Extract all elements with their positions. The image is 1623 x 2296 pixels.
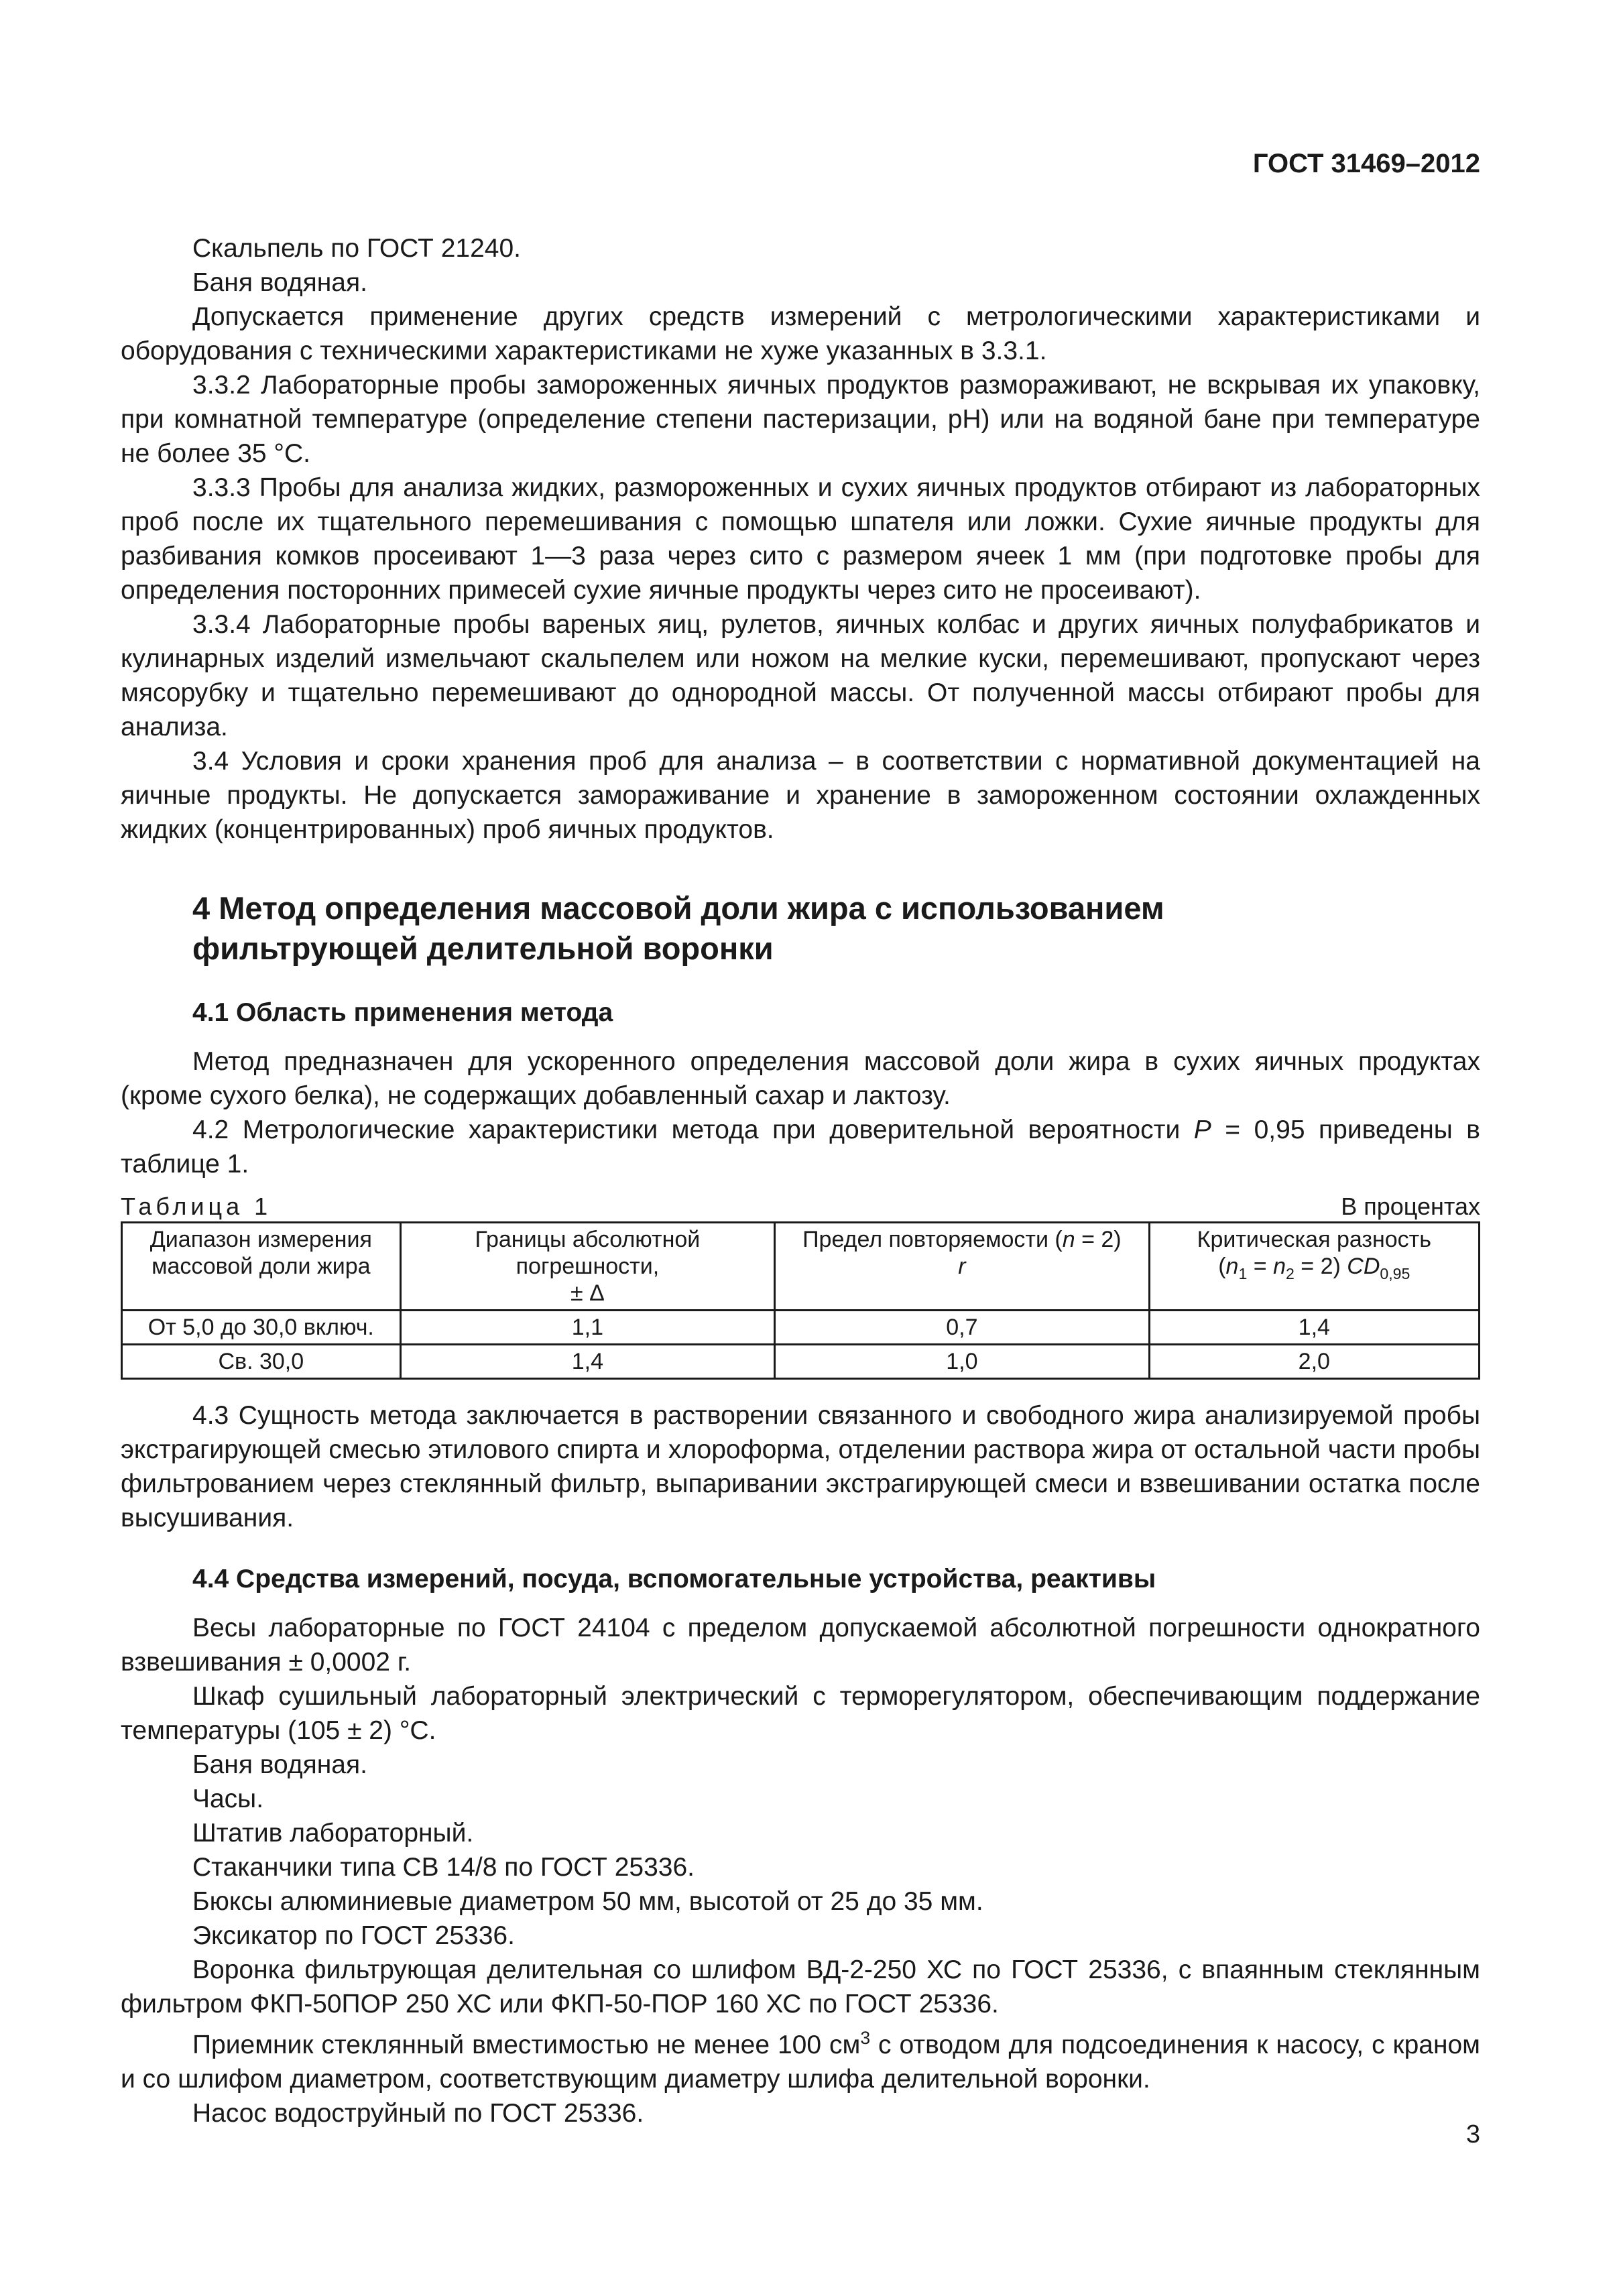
standard-header: ГОСТ 31469–2012 <box>1252 149 1480 178</box>
variable-p: P <box>1193 1115 1211 1144</box>
table-cell: От 5,0 до 30,0 включ. <box>122 1311 401 1345</box>
equipment-item: Штатив лабораторный. <box>192 1819 474 1848</box>
paragraph: 3.3.3 Пробы для анализа жидких, размороженных и сухих яичных продуктов отбирают из лабораторных проб после их тщательного перемешивания с помощью шпателя или ложки. Сухие яичные продукты для разбивания комков просеивают 1—3 раза через сито с размером ячеек 1 мм (при подготовке пробы для определения посторонних примесей сухие яичные продукты через сито не просеивают). <box>121 473 1480 605</box>
table-cell: 2,0 <box>1149 1345 1479 1379</box>
subsection-4-1-title: 4.1 Область применения метода <box>192 998 613 1027</box>
table-cell: 1,0 <box>775 1345 1149 1379</box>
table-units: В процентах <box>1341 1193 1480 1220</box>
header-cell-error: Границы абсолютной погрешности, ± Δ <box>400 1223 774 1311</box>
table-header-row <box>122 1223 1480 1311</box>
paragraph: Допускается применение других средств измерений с метрологическими характеристиками и оборудования с техническими характеристиками не хуже указанных в 3.3.1. <box>121 302 1480 365</box>
equipment-item: Часы. <box>192 1785 264 1813</box>
paragraph: 3.3.4 Лабораторные пробы вареных яиц, рулетов, яичных колбас и других яичных полуфабрикатов и кулинарных изделий измельчают скальпелем или ножом на мелкие куски, перемешивают, пропускают через мясорубку и тщательно перемешивают до однородной массы. От полученной массы отбирают пробы для анализа. <box>121 610 1480 741</box>
header-cell-range: Диапазон измерения массовой доли жира <box>122 1223 401 1311</box>
text-span: 4.2 Метрологические характеристики метода при доверительной вероятности <box>192 1115 1194 1144</box>
equipment-item: Насос водоструйный по ГОСТ 25336. <box>192 2099 644 2128</box>
paragraph-4-2 <box>121 1113 1480 1181</box>
table-row <box>122 1311 1480 1345</box>
section-title-line: фильтрующей делительной воронки <box>192 930 774 966</box>
paragraph: 3.3.2 Лабораторные пробы замороженных яичных продуктов размораживают, не вскрывая их упаковку, при комнатной температуре (определение степени пастеризации, pH) или на водяной бане при температуре не более 35 °С. <box>121 371 1480 468</box>
superscript: 3 <box>860 2028 871 2048</box>
paragraph: Скальпель по ГОСТ 21240. <box>192 234 521 263</box>
body-text <box>121 231 1480 2130</box>
paragraph: 3.4 Условия и сроки хранения проб для анализа – в соответствии с нормативной документацией на яичные продукты. Не допускается замораживание и хранение в замороженном состоянии охлажденных жидких (концентрированных) проб яичных продуктов. <box>121 747 1480 844</box>
header-cell-critical-diff: Критическая разность $(n_1 = n_2 = 2)$ $CD_{0,95}$ <box>1149 1223 1479 1311</box>
paragraph: Баня водяная. <box>192 268 367 297</box>
table-1 <box>121 1221 1480 1380</box>
text-span: с отводом для подсоединения к насосу, с краном и со шлифом диаметром, соответствующим диаметру шлифа делительной воронки. <box>121 2031 1480 2094</box>
page-number: 3 <box>1465 2120 1480 2149</box>
equipment-item: Весы лабораторные по ГОСТ 24104 с пределом допускаемой абсолютной погрешности однократного взвешивания ± 0,0002 г. <box>121 1614 1480 1677</box>
section-title-line: 4 Метод определения массовой доли жира с использованием <box>192 890 1164 926</box>
section-4-title <box>121 888 1480 969</box>
equipment-item: Шкаф сушильный лабораторный электрический с терморегулятором, обеспечивающим поддержание температуры (105 ± 2) °С. <box>121 1682 1480 1745</box>
equipment-item: Баня водяная. <box>192 1750 367 1779</box>
equipment-item: Воронка фильтрующая делительная со шлифом ВД-2-250 ХС по ГОСТ 25336, с впаянным стеклянным фильтром ФКП-50ПОР 250 ХС или ФКП-50-ПОР 160 ХС по ГОСТ 25336. <box>121 1955 1480 2018</box>
table-caption <box>121 1192 1480 1221</box>
table-title: Таблица 1 <box>121 1193 272 1220</box>
text-span: = 0,95 приведены в таблице 1. <box>121 1115 1481 1179</box>
table-cell: 1,4 <box>400 1345 774 1379</box>
text-span: Приемник стеклянный вместимостью не менее 100 см <box>192 2031 861 2059</box>
table-cell: 1,4 <box>1149 1311 1479 1345</box>
table-cell: 1,1 <box>400 1311 774 1345</box>
equipment-item: Эксикатор по ГОСТ 25336. <box>192 1921 515 1950</box>
table-cell: 0,7 <box>775 1311 1149 1345</box>
table-row <box>122 1345 1480 1379</box>
paragraph: Метод предназначен для ускоренного определения массовой доли жира в сухих яичных продуктах (кроме сухого белка), не содержащих добавленный сахар и лактозу. <box>121 1047 1480 1110</box>
subsection-4-4-title: 4.4 Средства измерений, посуда, вспомогательные устройства, реактивы <box>192 1565 1156 1593</box>
header-cell-repeatability: Предел повторяемости (n = 2) r <box>775 1223 1149 1311</box>
equipment-item: Бюксы алюминиевые диаметром 50 мм, высотой от 25 до 35 мм. <box>192 1887 983 1916</box>
table-cell: Св. 30,0 <box>122 1345 401 1379</box>
equipment-item: Стаканчики типа СВ 14/8 по ГОСТ 25336. <box>192 1853 695 1882</box>
equipment-item <box>121 2021 1480 2096</box>
paragraph: 4.3 Сущность метода заключается в растворении связанного и свободного жира анализируемой пробы экстрагирующей смесью этилового спирта и хлороформа, отделении раствора жира от остальной части пробы фильтрованием через стеклянный фильтр, выпаривании экстрагирующей смеси и взвешивании остатка после высушивания. <box>121 1401 1480 1532</box>
